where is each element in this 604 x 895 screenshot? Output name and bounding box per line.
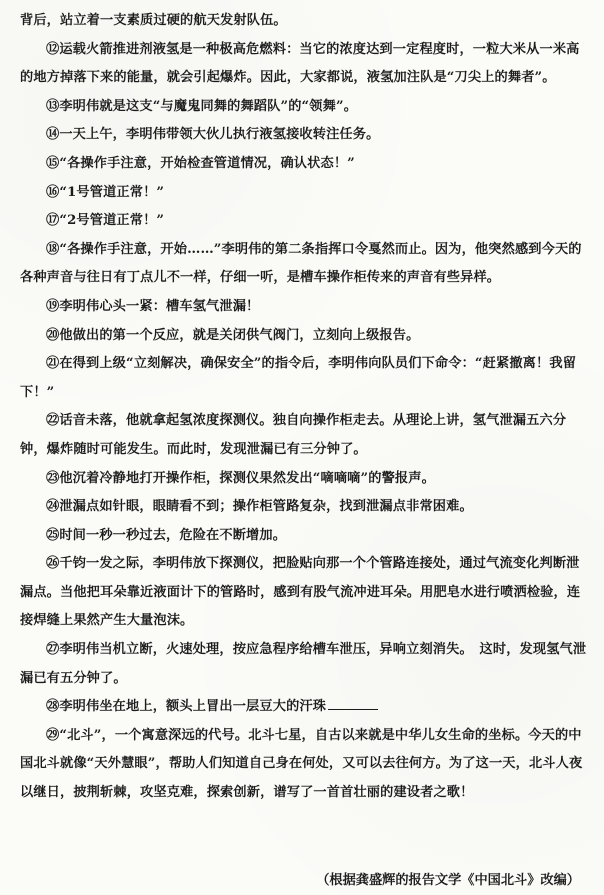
paragraph-22: ㉒话音未落，他就拿起氢浓度探测仪。独自向操作柜走去。从理论上讲，氢气泄漏五六分钟，爆炸随时可能发生。而此时，发现泄漏已有三分钟了。 (20, 413, 567, 457)
paragraph-26: ㉖千钧一发之际，李明伟放下探测仪，把脸贴向那一个个管路连接处，通过气流变化判断泄漏点。当他把耳朵靠近液面计下的管路时，感到有股气流冲进耳朵。用肥皂水进行喷洒检验，连接焊缝上果然产生大量泡沫。 (20, 556, 581, 629)
paragraph-12: ⑫运载火箭推进剂液氢是一种极高危燃料：当它的浓度达到一定程度时，一粒大米从一米高的地方掉落下来的能量，就会引起爆炸。因此，大家都说，液氢加注队是“刀尖上的舞者”。 (20, 41, 580, 86)
paragraph-intro-continuation: 背后，站立着一支素质过硬的航天发射队伍。 (20, 13, 287, 28)
paragraph-28 (20, 693, 588, 722)
paragraph-27: ㉗李明伟当机立断，火速处理，按应急程序给槽车泄压，异响立刻消失。 这时，发现氢气泄漏已有五分钟了。 (20, 642, 587, 686)
paragraph-17: ⑰“2号管道正常！” (46, 213, 165, 229)
paragraph-23: ㉓他沉着冷静地打开操作柜，探测仪果然发出“嘀嘀嘀”的警报声。 (46, 470, 435, 486)
answer-blank (328, 695, 378, 710)
paragraph-28-text: ㉘李明伟坐在地上，额头上冒出一层豆大的汗珠 (46, 699, 327, 715)
paragraph-18: ⑱“各操作手注意，开始……”李明伟的第二条指挥口令戛然而止。因为，他突然感到今天的各种声音与往日有丁点儿不一样，仔细一听，是槽车操作柜传来的声音有些异样。 (20, 241, 582, 286)
paragraph-16: ⑯“1号管道正常！” (46, 184, 165, 200)
paragraph-19: ⑲李明伟心头一紧：槽车氢气泄漏！ (46, 298, 260, 314)
paragraph-24: ㉔泄漏点如针眼，眼睛看不到；操作柜管路复杂，找到泄漏点非常困难。 (46, 499, 473, 515)
paragraph-15: ⑮“各操作手注意，开始检查管道情况，确认状态！” (46, 155, 355, 171)
paragraph-20: ⑳他做出的第一个反应，就是关闭供气阀门，立刻向上级报告。 (46, 327, 420, 343)
paragraph-25: ㉕时间一秒一秒过去，危险在不断增加。 (46, 527, 287, 543)
paragraph-21: ㉑在得到上级“立刻解决，确保安全”的指令后，李明伟向队员们下命令：“赶紧撤离！我留下！” (20, 356, 577, 400)
paragraph-29: ㉙“北斗”，一个寓意深远的代号。北斗七星，自古以来就是中华儿女生命的坐标。今天的中国北斗就像“天外慧眼”，帮助人们知道自己身在何处，又可以去往何方。为了这一天，北斗人夜以继日，披荆斩棘，攻坚克难，探索创新，谱写了一首首壮丽的建设者之歌！ (20, 727, 583, 801)
paragraph-14: ⑭一天上午，李明伟带领大伙儿执行液氢接收转注任务。 (46, 127, 380, 143)
source-citation: （根据龚盛辉的报告文学《中国北斗》改编） (316, 873, 580, 888)
paragraph-13: ⑬李明伟就是这支“与魔鬼同舞的舞蹈队”的“领舞”。 (46, 98, 358, 114)
